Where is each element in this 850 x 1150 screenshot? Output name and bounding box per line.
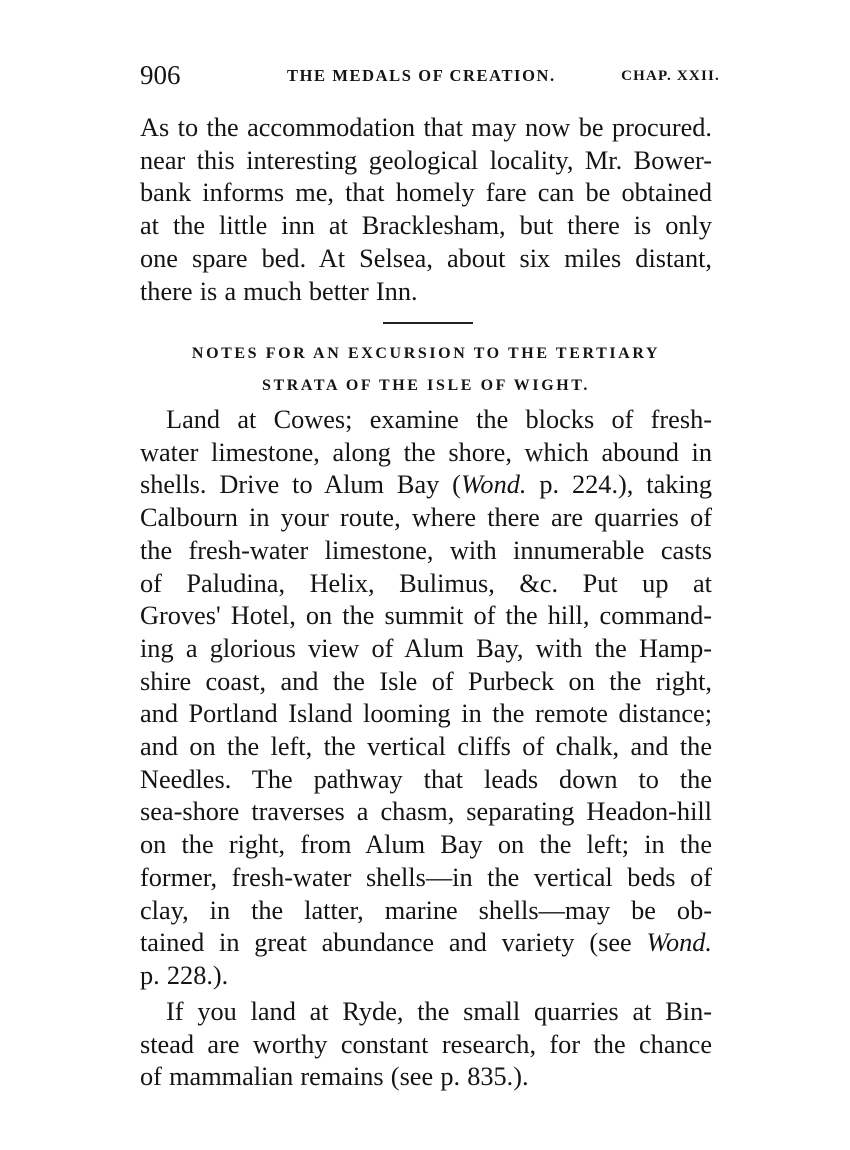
text-line: Groves' Hotel, on the summit of the hill, command- [140,601,712,631]
text-line: water limestone, along the shore, which abound in [140,437,712,467]
paragraph-accommodation [140,112,712,308]
text-line: at the little inn at Bracklesham, but there is only [140,211,712,241]
running-title: THE MEDALS OF CREATION. [287,66,556,85]
section-heading [140,338,712,402]
italic-reference: Wond. [460,470,527,500]
text-line: and on the left, the vertical cliffs of chalk, and the [140,732,712,762]
text-run: shells. Drive to Alum Bay ( [140,470,461,500]
text-line: shire coast, and the Isle of Purbeck on the right, [140,666,712,696]
text-line: there is a much better Inn. [140,276,418,306]
text-run: tained in great abundance and variety (see [140,928,647,958]
text-line: Calbourn in your route, where there are quarries of [140,503,712,533]
text-line: Land at Cowes; examine the blocks of fresh- [166,405,712,434]
text-line: ing a glorious view of Alum Bay, with the Hamp- [140,633,712,663]
text-line: sea-shore traverses a chasm, separating Headon-hill [140,797,712,827]
text-line: stead are worthy constant research, for the chance [140,1029,712,1059]
section-divider [383,322,473,324]
text-line: the fresh-water limestone, with innumerable casts [140,535,712,565]
text-line: If you land at Ryde, the small quarries at Bin- [166,997,712,1026]
heading-line: STRATA OF THE ISLE OF WIGHT. [262,377,590,394]
paragraph-ryde [140,996,712,1094]
text-line: clay, in the latter, marine shells—may be ob- [140,895,712,925]
italic-reference: Wond. [646,928,712,958]
text-line: and Portland Island looming in the remote distance; [140,699,712,729]
chapter-label: CHAP. XXII. [621,68,720,84]
text-line: of Paludina, Helix, Bulimus, &c. Put up at [140,568,712,598]
text-run: p. 224.), taking [526,470,712,500]
text-line: As to the accommodation that may now be procured. [140,113,712,142]
running-header [140,58,720,92]
heading-line: NOTES FOR AN EXCURSION TO THE TERTIARY [191,345,661,362]
text-line: near this interesting geological locality, Mr. Bower- [140,145,712,175]
text-line: Needles. The pathway that leads down to the [140,764,712,794]
text-line: p. 228.). [140,960,229,990]
text-line: on the right, from Alum Bay on the left; in the [140,830,712,860]
text-line: one spare bed. At Selsea, about six miles distant, [140,243,712,273]
text-line: of mammalian remains (see p. 835.). [140,1062,529,1092]
page-number: 906 [140,60,181,90]
text-line: bank informs me, that homely fare can be obtained [140,178,712,208]
paragraph-excursion [140,404,712,993]
text-line [140,469,712,502]
text-line [140,927,712,960]
text-line: former, fresh-water shells—in the vertical beds of [140,862,712,892]
